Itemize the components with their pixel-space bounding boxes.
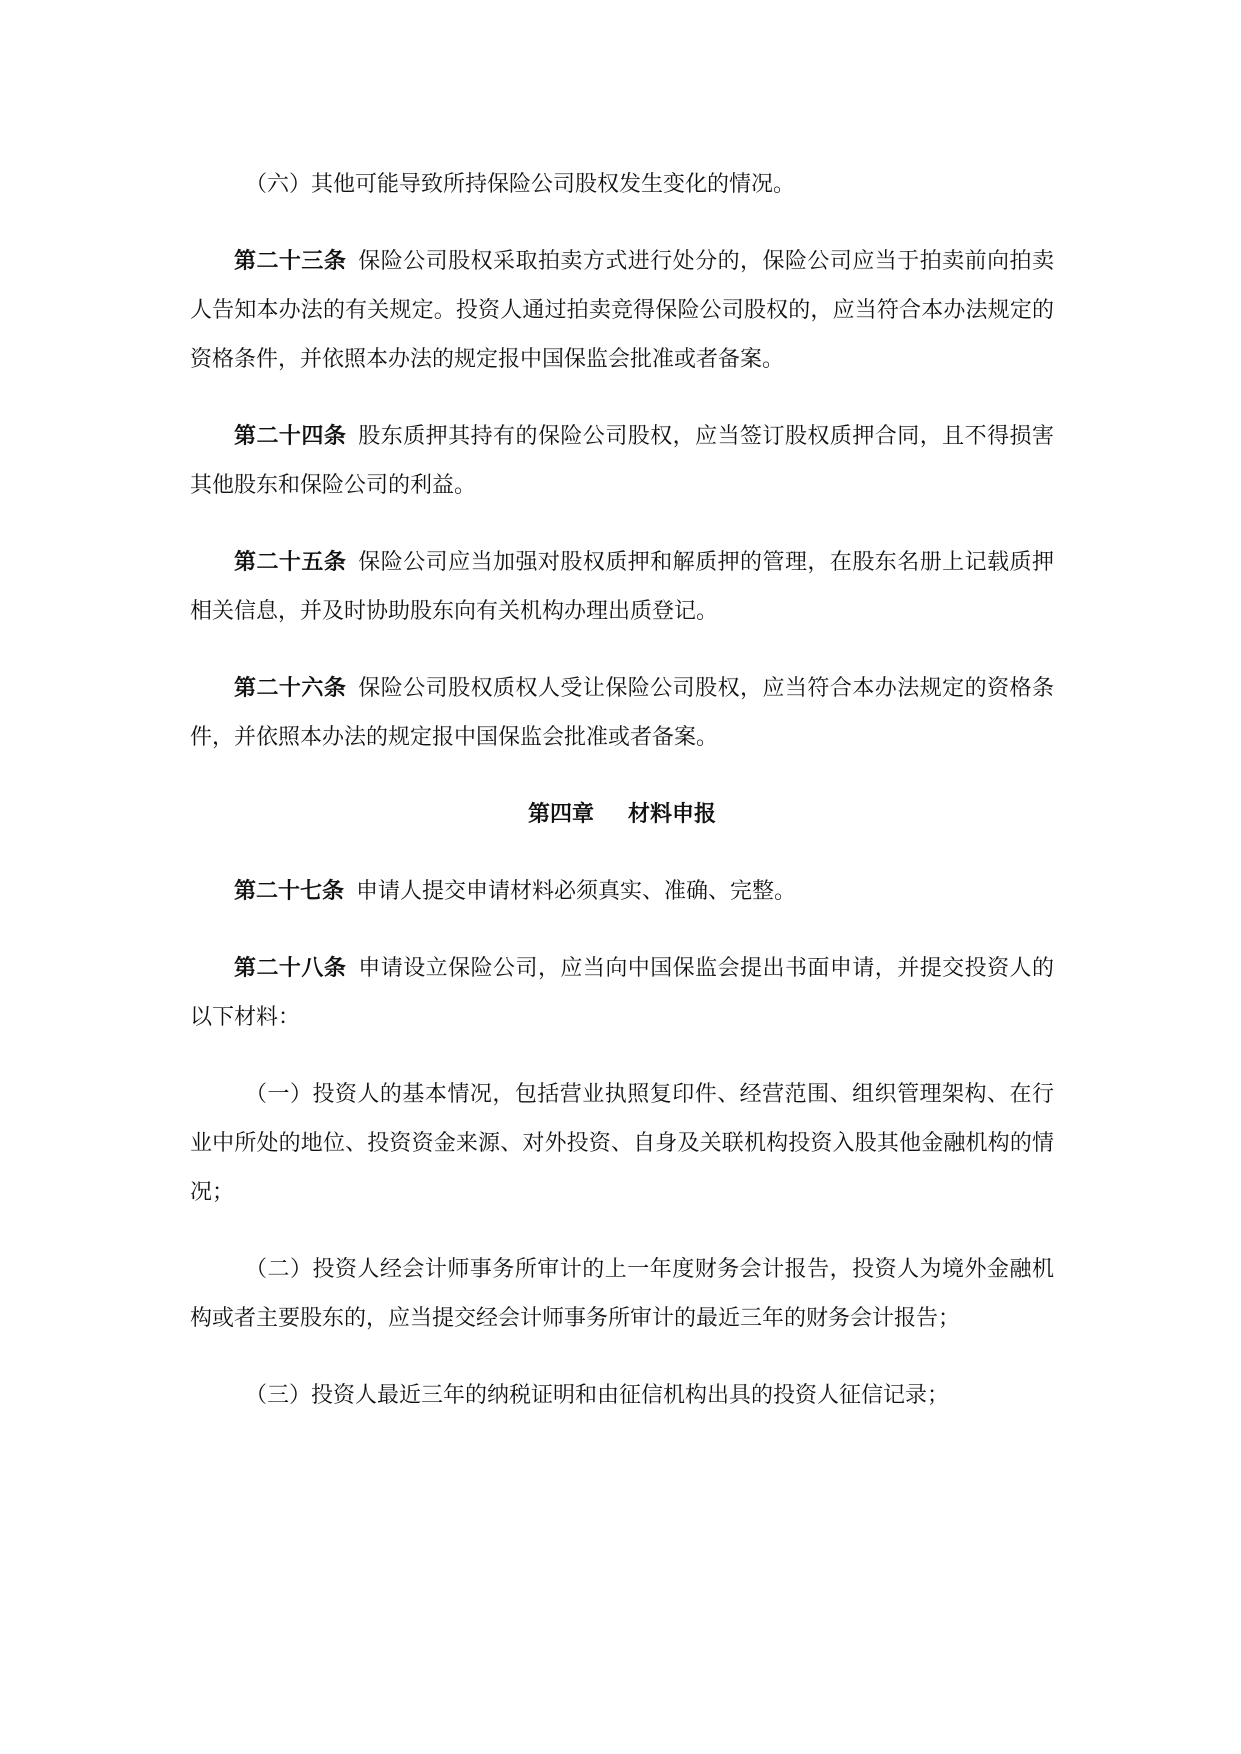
list-item <box>190 1070 1054 1217</box>
article-28 <box>190 944 1054 1042</box>
article-25 <box>190 538 1054 636</box>
article-number: 第二十三条 <box>234 248 347 274</box>
article-26 <box>190 664 1054 762</box>
item-text: （二）投资人经会计师事务所审计的上一年度财务会计报告，投资人为境外金融机构或者主要股东的，应当提交经会计师事务所审计的最近三年的财务会计报告； <box>190 1257 1054 1331</box>
article-text: 申请人提交申请材料必须真实、准确、完整。 <box>356 879 797 904</box>
document-page <box>190 160 1054 1448</box>
article-text: 保险公司应当加强对股权质押和解质押的管理，在股东名册上记载质押相关信息，并及时协助股东向有关机构办理出质登记。 <box>190 550 1054 624</box>
chapter-heading <box>190 790 1054 839</box>
list-item <box>190 1245 1054 1343</box>
item-text: （三）投资人最近三年的纳税证明和由征信机构出具的投资人征信记录； <box>245 1383 950 1408</box>
article-number: 第二十八条 <box>234 955 347 981</box>
article-number: 第二十七条 <box>234 878 345 904</box>
list-item <box>190 160 1054 209</box>
article-23 <box>190 237 1054 384</box>
item-text: （六）其他可能导致所持保险公司股权发生变化的情况。 <box>245 172 796 197</box>
list-item <box>190 1371 1054 1420</box>
article-text: 保险公司股权质权人受让保险公司股权，应当符合本办法规定的资格条件，并依照本办法的规定报中国保监会批准或者备案。 <box>190 676 1054 750</box>
item-text: （一）投资人的基本情况，包括营业执照复印件、经营范围、组织管理架构、在行业中所处的地位、投资资金来源、对外投资、自身及关联机构投资入股其他金融机构的情况； <box>190 1082 1054 1205</box>
article-number: 第二十六条 <box>234 675 347 701</box>
article-27 <box>190 867 1054 916</box>
article-24 <box>190 412 1054 510</box>
article-number: 第二十四条 <box>234 423 347 449</box>
article-text: 股东质押其持有的保险公司股权，应当签订股权质押合同，且不得损害其他股东和保险公司的利益。 <box>190 424 1054 498</box>
article-text: 保险公司股权采取拍卖方式进行处分的，保险公司应当于拍卖前向拍卖人告知本办法的有关规定。投资人通过拍卖竞得保险公司股权的，应当符合本办法规定的资格条件，并依照本办法的规定报中国保监会批准或者备案。 <box>190 249 1054 372</box>
chapter-number: 第四章 <box>527 801 594 827</box>
chapter-title: 材料申报 <box>628 801 717 827</box>
article-text: 申请设立保险公司，应当向中国保监会提出书面申请，并提交投资人的以下材料： <box>190 956 1054 1030</box>
article-number: 第二十五条 <box>234 549 347 575</box>
